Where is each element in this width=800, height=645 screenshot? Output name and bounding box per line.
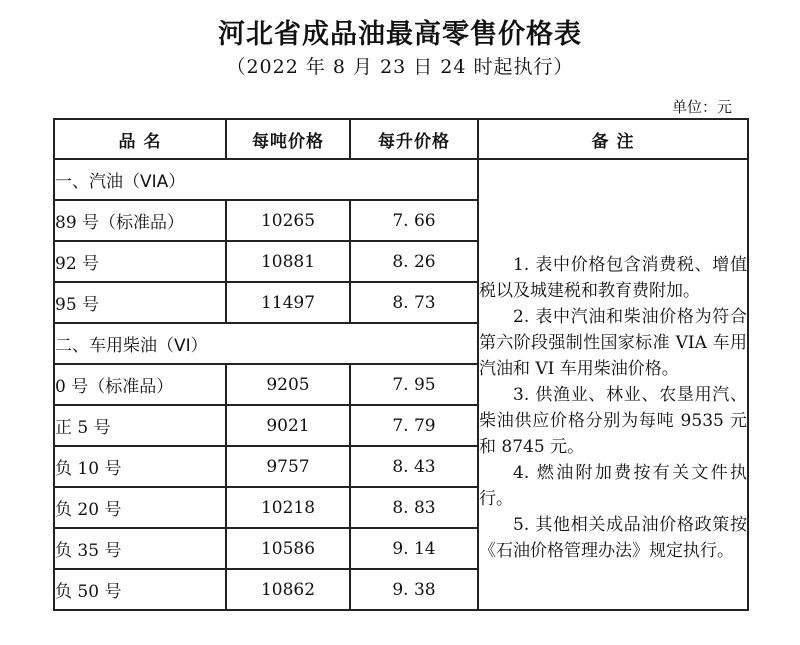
product-name: 92 号 (54, 241, 226, 282)
note-item: 3. 供渔业、林业、农垦用汽、柴油供应价格分别为每吨 9535 元和 8745 元。 (479, 385, 747, 457)
price-per-ton: 10586 (226, 528, 350, 569)
product-name: 0 号（标准品） (54, 364, 226, 405)
price-per-liter: 7. 66 (350, 200, 478, 241)
section-label: 一、汽油（VIA） (54, 159, 478, 200)
price-per-ton: 9021 (226, 405, 350, 446)
price-table (53, 118, 749, 611)
product-name: 负 10 号 (54, 446, 226, 487)
price-per-ton: 11497 (226, 282, 350, 323)
header-notes: 备 注 (478, 119, 748, 159)
price-per-ton: 9757 (226, 446, 350, 487)
price-per-ton: 9205 (226, 364, 350, 405)
table-header-row (54, 119, 748, 159)
note-item: 4. 燃油附加费按有关文件执行。 (479, 463, 747, 509)
price-per-liter: 8. 43 (350, 446, 478, 487)
price-per-liter: 7. 95 (350, 364, 478, 405)
price-per-liter: 7. 79 (350, 405, 478, 446)
price-per-liter: 9. 14 (350, 528, 478, 569)
product-name: 负 35 号 (54, 528, 226, 569)
price-per-liter: 8. 73 (350, 282, 478, 323)
product-name: 89 号（标准品） (54, 200, 226, 241)
price-per-liter: 8. 83 (350, 487, 478, 528)
product-name: 负 20 号 (54, 487, 226, 528)
price-per-ton: 10265 (226, 200, 350, 241)
section-row-gasoline (54, 159, 748, 200)
unit-label: 单位：元 (671, 98, 732, 116)
note-item: 1. 表中价格包含消费税、增值税以及城建税和教育费附加。 (479, 255, 747, 301)
price-per-ton: 10218 (226, 487, 350, 528)
note-item: 2. 表中汽油和柴油价格为符合第六阶段强制性国家标准 VIA 车用汽油和 VI 车用柴油价格。 (479, 307, 747, 379)
document-title: 河北省成品油最高零售价格表 (218, 19, 582, 50)
note-item: 5. 其他相关成品油价格政策按《石油价格管理办法》规定执行。 (479, 515, 747, 561)
price-per-liter: 8. 26 (350, 241, 478, 282)
price-per-liter: 9. 38 (350, 569, 478, 610)
product-name: 95 号 (54, 282, 226, 323)
header-per-liter: 每升价格 (350, 119, 478, 159)
header-name: 品 名 (54, 119, 226, 159)
document-subtitle: （2022 年 8 月 23 日 24 时起执行） (226, 56, 574, 78)
price-per-ton: 10881 (226, 241, 350, 282)
header-per-ton: 每吨价格 (226, 119, 350, 159)
notes-cell (478, 159, 748, 610)
section-label: 二、车用柴油（VI） (54, 323, 478, 364)
product-name: 负 50 号 (54, 569, 226, 610)
price-per-ton: 10862 (226, 569, 350, 610)
product-name: 正 5 号 (54, 405, 226, 446)
